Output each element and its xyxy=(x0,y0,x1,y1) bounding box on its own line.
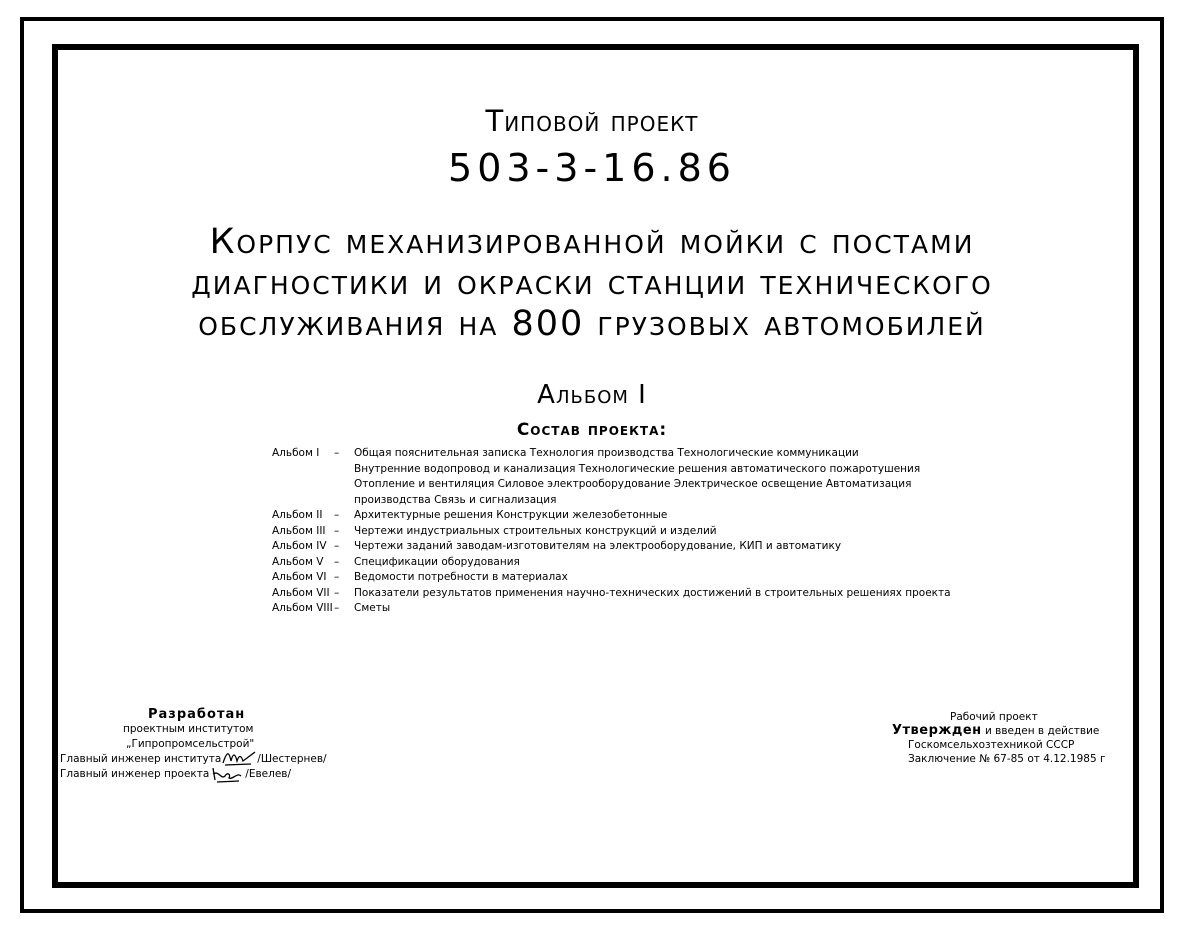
main-title xyxy=(0,222,1184,345)
developer-institute: „Гипропромсельстрой" xyxy=(126,738,255,750)
contents-dash: – xyxy=(334,555,340,568)
contents-row xyxy=(272,601,992,617)
contents-album: Альбом III xyxy=(272,524,326,537)
contents-row xyxy=(272,462,992,478)
developer-title: Разработан xyxy=(148,707,246,722)
contents-row xyxy=(272,446,992,462)
contents-row xyxy=(272,493,992,509)
album-title: Альбом I xyxy=(537,380,647,410)
contents-row xyxy=(272,508,992,524)
chief-project-label: Главный инженер проекта xyxy=(60,768,210,780)
contents-desc: Архитектурные решения Конструкции железобетонные xyxy=(354,509,668,521)
developer-block xyxy=(60,707,360,782)
contents-desc: Чертежи индустриальных строительных конструкций и изделий xyxy=(354,524,717,537)
contents-album: Альбом VIII xyxy=(272,602,333,614)
contents-row xyxy=(272,586,992,602)
project-label: Типовой проект xyxy=(485,104,699,138)
contents-dash: – xyxy=(334,586,340,599)
contents-heading: Состав проекта: xyxy=(516,420,668,440)
contents-desc: Сметы xyxy=(354,602,391,614)
contents-dash: – xyxy=(334,602,340,614)
approval-block xyxy=(880,710,1120,766)
developer-line: проектным институтом xyxy=(123,723,254,735)
approval-line-1: Рабочий проект xyxy=(950,711,1038,723)
contents-album: Альбом V xyxy=(272,555,324,568)
contents-album: Альбом I xyxy=(272,447,320,459)
contents-desc: Показатели результатов применения научно-технических достижений в строительных решениях проекта xyxy=(354,586,951,599)
contents-list xyxy=(272,446,992,617)
project-number: 503-3-16.86 xyxy=(448,146,736,190)
contents-desc: Общая пояснительная записка Технология производства Технологические коммуникации xyxy=(354,447,859,459)
contents-desc: Спецификации оборудования xyxy=(354,555,520,568)
contents-album: Альбом VI xyxy=(272,571,327,583)
approval-line-3: Госкомсельхозтехникой СССР xyxy=(908,739,1075,751)
contents-desc: Отопление и вентиляция Силовое электрооборудование Электрическое освещение Автоматизация xyxy=(354,478,912,490)
chief-project-name: /Евелев/ xyxy=(245,768,292,780)
contents-row xyxy=(272,477,992,493)
contents-dash: – xyxy=(334,509,340,521)
contents-album: Альбом II xyxy=(272,509,323,521)
approval-line-4: Заключение № 67-85 от 4.12.1985 г xyxy=(908,753,1106,765)
contents-dash: – xyxy=(334,571,340,583)
chief-institute-label: Главный инженер института xyxy=(60,753,222,765)
contents-album: Альбом IV xyxy=(272,540,327,552)
contents-row xyxy=(272,524,992,540)
contents-row xyxy=(272,570,992,586)
contents-desc: Чертежи заданий заводам-изготовителям на электрооборудование, КИП и автоматику xyxy=(354,540,842,552)
main-title-line-2: диагностики и окраски станции технического xyxy=(191,263,993,303)
signature-icon xyxy=(209,768,245,782)
approval-line-2 xyxy=(892,724,1120,738)
approval-approved: Утвержден xyxy=(892,723,982,738)
contents-row xyxy=(272,539,992,555)
contents-row xyxy=(272,555,992,571)
approval-line-2-rest: и введен в действие xyxy=(985,725,1100,737)
main-title-line-1: Корпус механизированной мойки с постами xyxy=(209,222,975,262)
contents-album: Альбом VII xyxy=(272,586,330,599)
chief-project-row xyxy=(60,767,360,782)
contents-desc: Ведомости потребности в материалах xyxy=(354,571,568,583)
main-title-line-3: обслуживания на 800 грузовых автомобилей xyxy=(198,304,986,344)
contents-desc: производства Связь и сигнализация xyxy=(354,493,557,506)
contents-dash: – xyxy=(334,540,340,552)
contents-dash: – xyxy=(334,447,340,459)
chief-institute-name: /Шестернев/ xyxy=(257,753,327,765)
contents-dash: – xyxy=(334,524,340,537)
contents-desc: Внутренние водопровод и канализация Технологические решения автоматического пожаротушения xyxy=(354,462,921,475)
